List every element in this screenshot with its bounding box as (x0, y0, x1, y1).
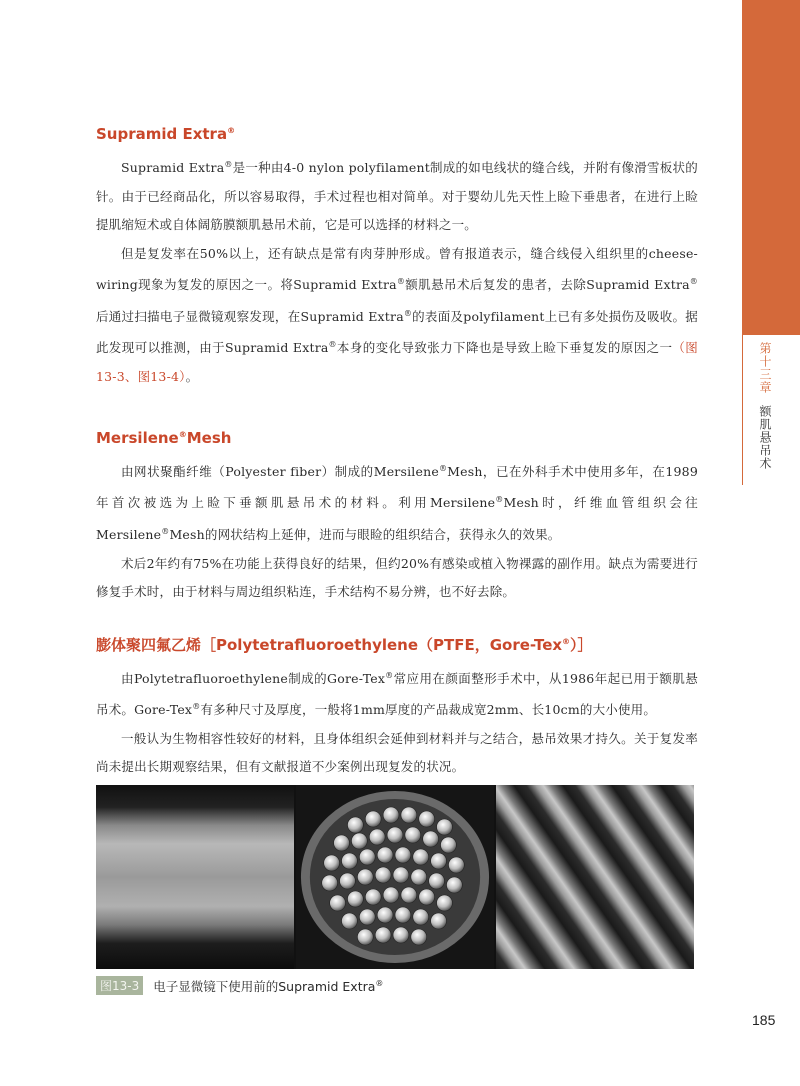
figure-13-3-image (96, 785, 694, 969)
micrograph-suture-cross-section (296, 785, 494, 969)
figure-caption (96, 976, 383, 995)
micrograph-fiber-strands (496, 785, 694, 969)
section-title-ptfe: 膨体聚四氟乙烯［Polytetrafluoroethylene（PTFE，Gore-Tex®）］ (96, 635, 593, 654)
chapter-number: 第十三章 (758, 342, 772, 394)
paragraph: 术后2年约有75%在功能上获得良好的结果，但约20%有感染或植入物裸露的副作用。缺点为需要进行修复手术时，由于材料与周边组织粘连，手术结构不易分辨，也不好去除。 (96, 555, 698, 600)
cross-section-drawing (296, 785, 494, 969)
figure-reference[interactable]: （图13-3、图13-4） (96, 340, 699, 385)
micrograph-suture-side-view (96, 785, 294, 969)
paragraph: 但是复发率在50%以上，还有缺点是常有肉芽肿形成。曾有报道表示，缝合线侵入组织里的cheese-wiring现象为复发的原因之一。将Supramid Extra®额肌悬吊术后复发的患者，去除Supramid Extra®后通过扫描电子显微镜观察发现，在Supramid Extra®的表面及polyfilament上已有多处损伤及吸收。据此发现可以推测，由于Supramid Extra®本身的变化导致张力下降也是导致上睑下垂复发的原因之一（图13-3、图13-4）。 (96, 245, 699, 385)
chapter-tab (742, 0, 800, 335)
paragraph: 由网状聚酯纤维（Polyester fiber）制成的Mersilene®Mesh，已在外科手术中使用多年，在1989年首次被选为上睑下垂额肌悬吊术的材料。利用Mersilene®Mesh时，纤维血管组织会往Mersilene®Mesh的网状结构上延伸，进而与眼睑的组织结合，获得永久的效果。 (96, 463, 698, 543)
main-content (96, 118, 698, 782)
chapter-name: 额肌悬吊术 (758, 404, 772, 470)
chapter-label (752, 342, 774, 470)
section-title-mersilene: Mersilene®Mesh (96, 428, 232, 447)
figure-caption-text: 电子显微镜下使用前的Supramid Extra® (153, 978, 384, 994)
section-title-supramid: Supramid Extra® (96, 125, 236, 143)
paragraph: 一般认为生物相容性较好的材料，且身体组织会延伸到材料并与之结合，悬吊效果才持久。关于复发率尚未提出长期观察结果，但有文献报道不少案例出现复发的状况。 (96, 730, 698, 775)
paragraph: Supramid Extra®是一种由4-0 nylon polyfilament制成的如电线状的缝合线，并附有像滑雪板状的针。由于已经商品化，所以容易取得，手术过程也相对简单。对于婴幼儿先天性上睑下垂患者，在进行上睑提肌缩短术或自体阔筋膜额肌悬吊术前，它是可以选择的材料之一。 (96, 160, 698, 233)
paragraph: 由Polytetrafluoroethylene制成的Gore-Tex®常应用在颜面整形手术中，从1986年起已用于额肌悬吊术。Gore-Tex®有多种尺寸及厚度，一般将1mm厚度的产品裁成宽2mm、长10cm的大小使用。 (96, 670, 699, 718)
figure-label: 图13-3 (96, 976, 143, 995)
chapter-tab-line (742, 335, 743, 485)
page-number: 185 (752, 1012, 776, 1028)
